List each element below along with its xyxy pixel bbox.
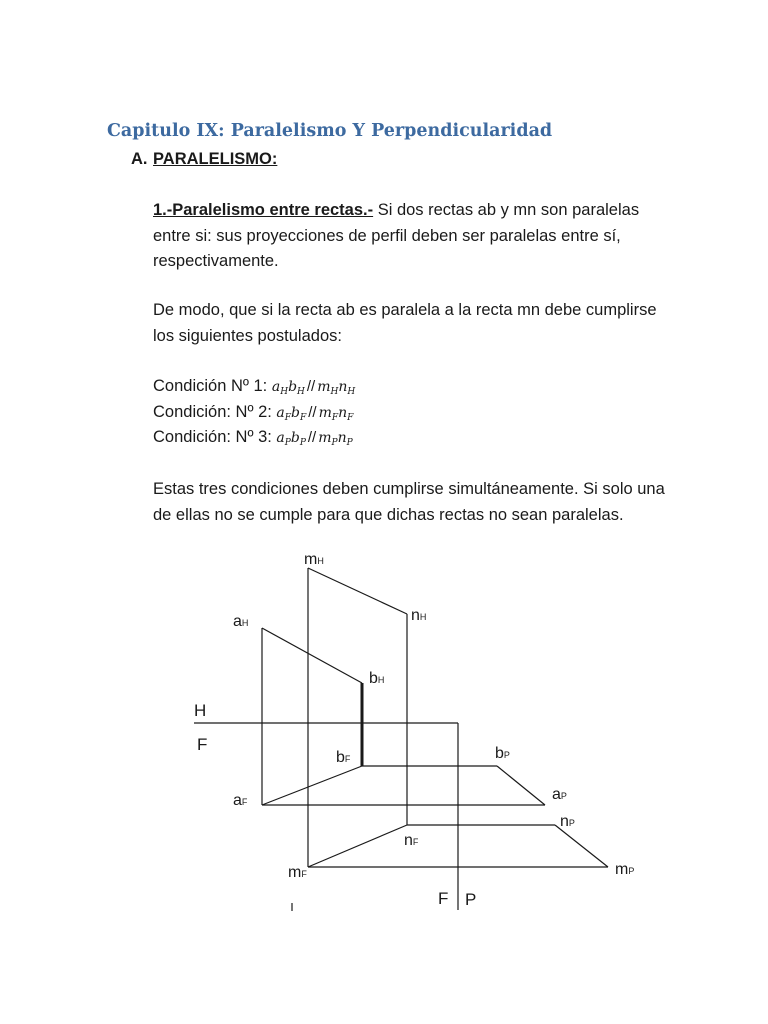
- plane-label-p: P: [465, 890, 477, 909]
- condition-label: Condición: Nº 2:: [153, 402, 277, 421]
- point-label-aH: aH: [233, 613, 249, 630]
- paragraph-text: Si dos rectas ab y mn son paralelas entre si: sus proyecciones de perfil deben ser paralelas entre sí, respectivamente.: [153, 201, 640, 270]
- paragraph-lead: 1.-Paralelismo entre rectas.-: [153, 201, 374, 219]
- point-label-mH: mH: [304, 551, 324, 568]
- point-label-nH: nH: [411, 607, 427, 624]
- point-label-nF: nF: [404, 832, 419, 849]
- line-aH-bH: [262, 628, 362, 683]
- point-label-mP: mP: [615, 861, 635, 878]
- condition-2: [153, 400, 673, 426]
- point-label-aP: aP: [552, 786, 567, 803]
- condition-3: [153, 425, 673, 451]
- line-bP-aP: [497, 766, 545, 805]
- paragraph-postulates-intro: De modo, que si la recta ab es paralela a la recta mn debe cumplirse los siguientes postulados:: [153, 301, 657, 345]
- section-name: PARALELISMO:: [153, 150, 278, 168]
- projection-diagram: [0, 540, 768, 920]
- paragraph-conclusion: Estas tres condiciones deben cumplirse simultáneamente. Si solo una de ellas no se cumple para que dichas rectas no sean paralelas.: [153, 480, 665, 524]
- condition-formula: $a_Fb_F // m_Fn_F$: [276, 403, 354, 423]
- point-label-mF: mF: [288, 864, 307, 881]
- line-nP-mP: [555, 825, 608, 867]
- condition-label: Condición Nº 1:: [153, 377, 272, 395]
- plane-label-f-left: F: [197, 735, 208, 754]
- conditions-list: [153, 374, 673, 451]
- line-mH-nH: [308, 568, 407, 614]
- line-mF-nF: [308, 825, 407, 867]
- section-letter: A.: [131, 150, 148, 168]
- point-label-bF: bF: [336, 749, 351, 766]
- point-label-bP: bP: [495, 745, 510, 762]
- point-label-nP: nP: [560, 813, 575, 830]
- plane-label-h: H: [194, 701, 207, 720]
- line-aF-bF: [262, 766, 362, 805]
- chapter-title: Capitulo IX: Paralelismo Y Perpendicularidad: [107, 121, 553, 141]
- paragraph-parallel-lines: [153, 198, 673, 275]
- condition-1: [153, 374, 673, 400]
- condition-label: Condición: Nº 3:: [153, 428, 277, 446]
- point-label-aF: aF: [233, 792, 248, 809]
- condition-formula: $a_Pb_P // m_Pn_P$: [276, 429, 353, 448]
- plane-label-f-bottom: F: [438, 889, 449, 908]
- point-label-bH: bH: [369, 670, 385, 687]
- condition-formula: $a_Hb_H // m_Hn_H$: [271, 378, 356, 397]
- section-heading: [131, 150, 277, 169]
